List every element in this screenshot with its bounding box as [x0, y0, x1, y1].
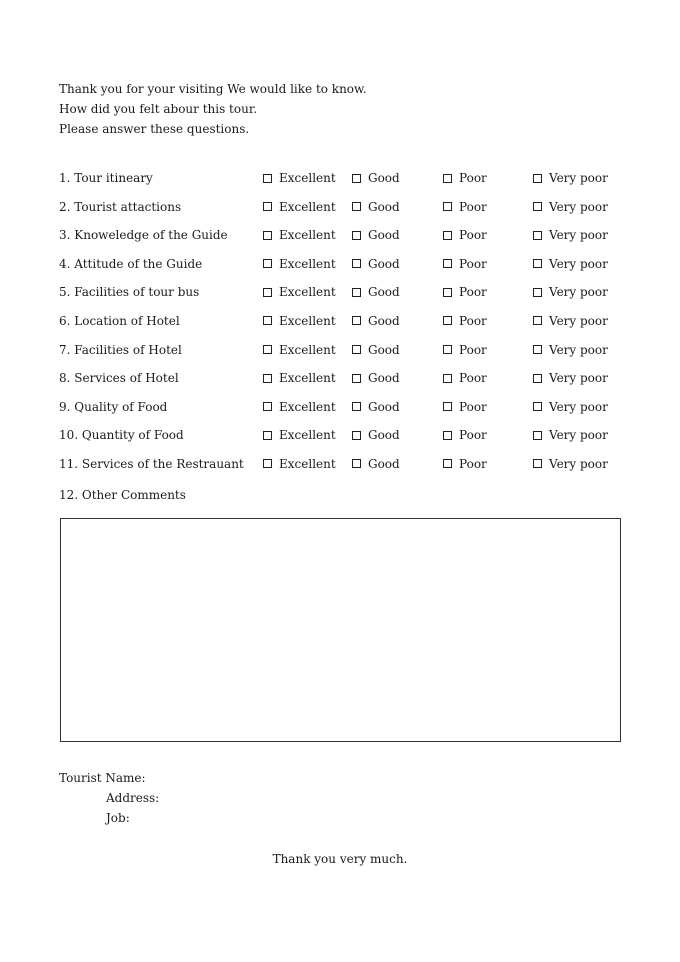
option-label: Poor — [459, 399, 487, 414]
question-label: 1. Tour itineary — [59, 171, 153, 185]
checkbox[interactable] — [533, 231, 542, 240]
question-label: 6. Location of Hotel — [59, 313, 180, 328]
checkbox[interactable] — [443, 459, 452, 468]
rating-option-excellent[interactable] — [263, 227, 336, 243]
rating-option-very-poor[interactable] — [533, 456, 608, 472]
question-label: 4. Attitude of the Guide — [59, 256, 203, 271]
checkbox[interactable] — [533, 174, 542, 183]
question-label: 9. Quality of Food — [59, 399, 168, 414]
option-label: Poor — [459, 313, 487, 328]
checkbox[interactable] — [263, 431, 272, 440]
rating-option-very-poor[interactable] — [533, 170, 608, 186]
option-label: Poor — [459, 371, 487, 386]
option-label: Good — [368, 228, 400, 243]
rating-option-excellent[interactable] — [263, 399, 336, 415]
checkbox[interactable] — [263, 288, 272, 297]
rating-option-poor[interactable] — [443, 342, 487, 358]
option-label: Very poor — [549, 456, 608, 471]
rating-option-good[interactable] — [352, 170, 400, 186]
rating-option-good[interactable] — [352, 199, 400, 215]
rating-option-poor[interactable] — [443, 256, 487, 272]
rating-option-excellent[interactable] — [263, 456, 336, 472]
checkbox[interactable] — [533, 459, 542, 468]
checkbox[interactable] — [533, 402, 542, 411]
checkbox[interactable] — [263, 402, 272, 411]
rating-option-poor[interactable] — [443, 370, 487, 386]
checkbox[interactable] — [443, 402, 452, 411]
checkbox[interactable] — [352, 402, 361, 411]
rating-option-poor[interactable] — [443, 170, 487, 186]
checkbox[interactable] — [443, 231, 452, 240]
rating-option-excellent[interactable] — [263, 170, 336, 186]
intro-line-3: Please answer these questions. — [59, 122, 250, 136]
option-label: Very poor — [549, 199, 608, 214]
checkbox[interactable] — [443, 202, 452, 211]
question-row — [59, 227, 639, 256]
rating-option-excellent[interactable] — [263, 370, 336, 386]
option-label: Poor — [459, 256, 487, 271]
option-label: Very poor — [549, 256, 608, 271]
rating-option-very-poor[interactable] — [533, 370, 608, 386]
rating-option-good[interactable] — [352, 284, 400, 300]
checkbox[interactable] — [443, 374, 452, 383]
other-comments-box[interactable] — [60, 518, 621, 742]
rating-option-good[interactable] — [352, 456, 400, 472]
question-label: 2. Tourist attactions — [59, 199, 182, 214]
question-label: 8. Services of Hotel — [59, 371, 179, 386]
intro-line-1: Thank you for your visiting We would like to know. — [59, 82, 367, 96]
option-label: Good — [368, 285, 400, 300]
option-label: Poor — [459, 228, 487, 243]
rating-option-poor[interactable] — [443, 456, 487, 472]
option-label: Very poor — [549, 313, 608, 328]
option-label: Very poor — [549, 285, 608, 300]
option-label: Excellent — [279, 371, 336, 386]
checkbox[interactable] — [263, 459, 272, 468]
option-label: Poor — [459, 456, 487, 471]
question-row — [59, 342, 639, 371]
option-label: Good — [368, 256, 400, 271]
checkbox[interactable] — [443, 259, 452, 268]
option-label: Good — [368, 399, 400, 414]
option-label: Good — [368, 199, 400, 214]
checkbox[interactable] — [443, 431, 452, 440]
option-label: Very poor — [549, 371, 608, 386]
rating-option-excellent[interactable] — [263, 427, 336, 443]
rating-option-very-poor[interactable] — [533, 427, 608, 443]
option-label: Excellent — [279, 199, 336, 214]
checkbox[interactable] — [443, 316, 452, 325]
checkbox[interactable] — [263, 345, 272, 354]
option-label: Excellent — [279, 428, 336, 443]
rating-option-excellent[interactable] — [263, 342, 336, 358]
rating-option-poor[interactable] — [443, 284, 487, 300]
rating-option-excellent[interactable] — [263, 256, 336, 272]
rating-option-excellent[interactable] — [263, 199, 336, 215]
checkbox[interactable] — [533, 374, 542, 383]
question-row — [59, 256, 639, 285]
rating-option-very-poor[interactable] — [533, 284, 608, 300]
checkbox[interactable] — [263, 202, 272, 211]
rating-option-very-poor[interactable] — [533, 227, 608, 243]
checkbox[interactable] — [443, 345, 452, 354]
checkbox[interactable] — [263, 231, 272, 240]
question-row — [59, 399, 639, 428]
intro-line-2: How did you felt abour this tour. — [59, 102, 258, 116]
rating-option-very-poor[interactable] — [533, 313, 608, 329]
closing-text: Thank you very much. — [272, 852, 408, 866]
checkbox[interactable] — [263, 316, 272, 325]
rating-option-good[interactable] — [352, 427, 400, 443]
option-label: Excellent — [279, 456, 336, 471]
option-label: Good — [368, 171, 400, 185]
intro-text — [59, 81, 367, 141]
question-label: 3. Knoweledge of the Guide — [59, 228, 228, 243]
other-comments-label: 12. Other Comments — [59, 488, 186, 502]
address-label: Address: — [106, 791, 160, 805]
question-row — [59, 170, 639, 199]
option-label: Very poor — [549, 171, 608, 185]
option-label: Very poor — [549, 342, 608, 357]
checkbox[interactable] — [443, 174, 452, 183]
rating-option-poor[interactable] — [443, 313, 487, 329]
tourist-name-label: Tourist Name: — [59, 771, 146, 785]
option-label: Poor — [459, 199, 487, 214]
option-label: Very poor — [549, 428, 608, 443]
option-label: Excellent — [279, 313, 336, 328]
rating-option-good[interactable] — [352, 370, 400, 386]
job-label: Job: — [106, 811, 130, 825]
checkbox[interactable] — [263, 174, 272, 183]
question-label: 10. Quantity of Food — [59, 428, 184, 443]
rating-option-very-poor[interactable] — [533, 399, 608, 415]
rating-option-poor[interactable] — [443, 227, 487, 243]
rating-option-poor[interactable] — [443, 199, 487, 215]
option-label: Excellent — [279, 256, 336, 271]
option-label: Very poor — [549, 228, 608, 243]
option-label: Excellent — [279, 285, 336, 300]
option-label: Good — [368, 342, 400, 357]
rating-option-good[interactable] — [352, 399, 400, 415]
checkbox[interactable] — [352, 174, 361, 183]
checkbox[interactable] — [533, 345, 542, 354]
question-label: 5. Facilities of tour bus — [59, 285, 200, 300]
checkbox[interactable] — [533, 316, 542, 325]
question-label: 7. Facilities of Hotel — [59, 342, 182, 357]
rating-option-very-poor[interactable] — [533, 342, 608, 358]
questions-list — [59, 170, 639, 502]
rating-option-very-poor[interactable] — [533, 199, 608, 215]
rating-option-good[interactable] — [352, 256, 400, 272]
checkbox[interactable] — [352, 288, 361, 297]
checkbox[interactable] — [352, 231, 361, 240]
checkbox[interactable] — [533, 431, 542, 440]
option-label: Good — [368, 456, 400, 471]
checkbox[interactable] — [443, 288, 452, 297]
question-label: 11. Services of the Restrauant — [59, 456, 244, 471]
checkbox[interactable] — [533, 259, 542, 268]
checkbox[interactable] — [352, 259, 361, 268]
option-label: Excellent — [279, 228, 336, 243]
checkbox[interactable] — [352, 202, 361, 211]
option-label: Poor — [459, 342, 487, 357]
option-label: Very poor — [549, 399, 608, 414]
checkbox[interactable] — [352, 345, 361, 354]
rating-option-good[interactable] — [352, 342, 400, 358]
question-row — [59, 199, 639, 228]
checkbox[interactable] — [352, 431, 361, 440]
checkbox[interactable] — [533, 288, 542, 297]
checkbox[interactable] — [352, 459, 361, 468]
rating-option-excellent[interactable] — [263, 284, 336, 300]
option-label: Poor — [459, 171, 487, 185]
checkbox[interactable] — [352, 316, 361, 325]
option-label: Poor — [459, 428, 487, 443]
question-row — [59, 427, 639, 456]
rating-option-good[interactable] — [352, 313, 400, 329]
rating-option-poor[interactable] — [443, 399, 487, 415]
checkbox[interactable] — [352, 374, 361, 383]
rating-option-poor[interactable] — [443, 427, 487, 443]
question-row — [59, 456, 639, 485]
option-label: Excellent — [279, 171, 336, 185]
question-row — [59, 370, 639, 399]
option-label: Poor — [459, 285, 487, 300]
option-label: Good — [368, 428, 400, 443]
checkbox[interactable] — [533, 202, 542, 211]
question-row — [59, 313, 639, 342]
rating-option-very-poor[interactable] — [533, 256, 608, 272]
option-label: Excellent — [279, 342, 336, 357]
question-row — [59, 284, 639, 313]
option-label: Good — [368, 371, 400, 386]
checkbox[interactable] — [263, 374, 272, 383]
rating-option-good[interactable] — [352, 227, 400, 243]
rating-option-excellent[interactable] — [263, 313, 336, 329]
option-label: Good — [368, 313, 400, 328]
option-label: Excellent — [279, 399, 336, 414]
checkbox[interactable] — [263, 259, 272, 268]
